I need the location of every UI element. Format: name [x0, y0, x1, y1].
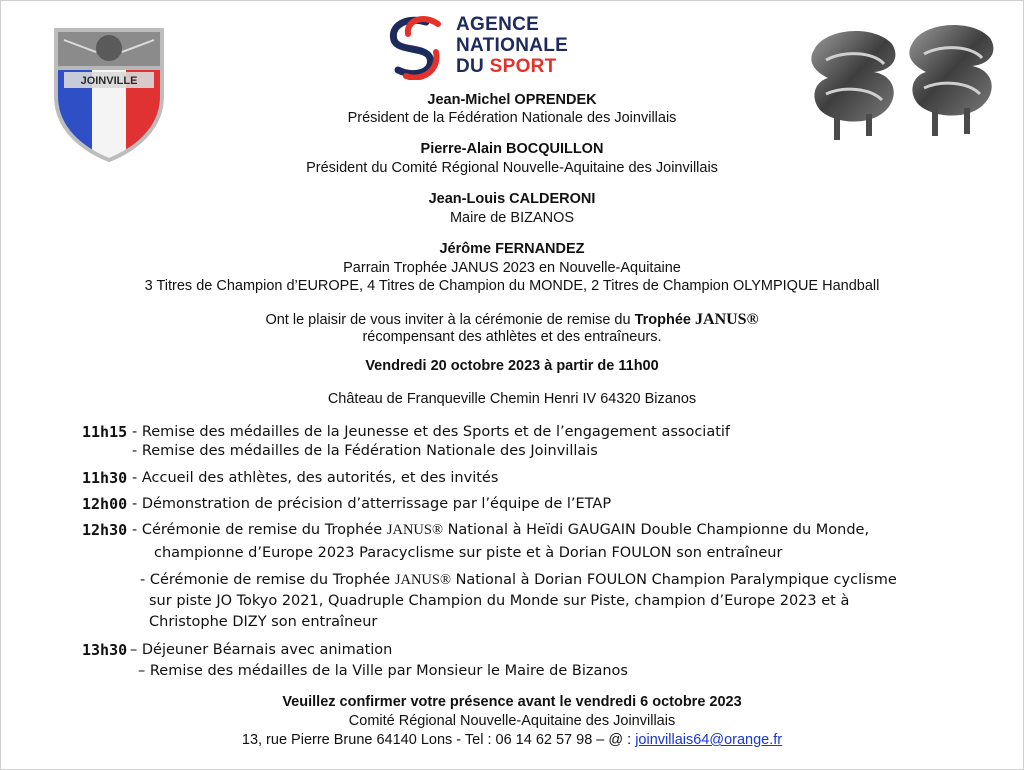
host-1-role: Président de la Fédération Nationale des Joinvillais — [347, 110, 677, 126]
organizer: Comité Régional Nouvelle-Aquitaine des Joinvillais — [348, 713, 676, 729]
program-item-2: - Accueil des athlètes, des autorités, et des invités — [132, 470, 499, 486]
program-item-4e: Christophe DIZY son entraîneur — [149, 614, 378, 630]
program-item-1b: - Remise des médailles de la Fédération Nationale des Joinvillais — [132, 443, 598, 459]
ans-line-2: NATIONALE — [456, 35, 569, 56]
time-12h00: 12h00 — [82, 495, 128, 513]
shield-label: JOINVILLE — [80, 75, 138, 87]
program-item-4c-rest: National à Dorian FOULON Champion Paralympique cyclisme — [450, 572, 897, 588]
invite-line-1 — [0, 311, 1024, 329]
host-3-name: Jean-Louis CALDERONI — [428, 191, 596, 207]
invite-trophee: Trophée — [634, 312, 696, 328]
program-item-4a — [132, 520, 869, 541]
program-item-4b: championne d’Europe 2023 Paracyclisme sur piste et à Dorian FOULON son entraîneur — [154, 545, 783, 561]
program-item-5a: – Déjeuner Béarnais avec animation — [130, 642, 393, 658]
ans-line-1: AGENCE — [456, 14, 540, 35]
ans-logo-text — [456, 14, 568, 77]
host-3-role: Maire de BIZANOS — [449, 210, 575, 226]
contact-address: 13, rue Pierre Brune 64140 Lons - Tel : 06 14 62 57 98 – @ : — [241, 732, 636, 748]
time-13h30: 13h30 — [82, 641, 128, 659]
host-4-name: Jérôme FERNANDEZ — [439, 241, 585, 257]
host-4-titles: 3 Titres de Champion d’EUROPE, 4 Titres de Champion du MONDE, 2 Titres de Champion OLYMPIQUE Handball — [144, 278, 880, 294]
host-4-role: Parrain Trophée JANUS 2023 en Nouvelle-Aquitaine — [343, 260, 681, 276]
time-11h15: 11h15 — [82, 423, 128, 441]
program-item-4c — [140, 570, 897, 591]
host-2-role: Président du Comité Régional Nouvelle-Aquitaine des Joinvillais — [306, 160, 718, 176]
program-item-1a: - Remise des médailles de la Jeunesse et des Sports et de l’engagement associatif — [132, 424, 731, 440]
event-place: Château de Franqueville Chemin Henri IV 64320 Bizanos — [327, 391, 697, 407]
program-item-4a-text: - Cérémonie de remise du Trophée — [132, 522, 387, 538]
time-11h30: 11h30 — [82, 469, 128, 487]
program-item-5b: – Remise des médailles de la Ville par Monsieur le Maire de Bizanos — [138, 663, 628, 679]
event-date: Vendredi 20 octobre 2023 à partir de 11h00 — [365, 358, 659, 374]
rsvp-deadline: Veuillez confirmer votre présence avant le vendredi 6 octobre 2023 — [282, 694, 742, 710]
contact-line — [0, 732, 1024, 749]
janus-trophies-image — [804, 10, 1004, 160]
program-item-4c-text: - Cérémonie de remise du Trophée — [140, 572, 395, 588]
host-2-name: Pierre-Alain BOCQUILLON — [420, 141, 604, 157]
program-item-4d: sur piste JO Tokyo 2021, Quadruple Champion du Monde sur Piste, champion d’Europe 2023 et à — [149, 593, 850, 609]
invite-text: Ont le plaisir de vous inviter à la cérémonie de remise du — [265, 312, 635, 328]
email-link[interactable]: joinvillais64@orange.fr — [635, 732, 783, 748]
invite-janus: JANUS® — [695, 311, 759, 328]
ans-du: DU — [456, 56, 485, 77]
time-12h30: 12h30 — [82, 521, 128, 539]
program-item-4a-rest: National à Heïdi GAUGAIN Double Championne du Monde, — [442, 522, 870, 538]
program-item-4c-janus: JANUS® — [394, 572, 451, 588]
host-1-name: Jean-Michel OPRENDEK — [427, 92, 597, 108]
ans-sport: SPORT — [489, 56, 557, 77]
program-item-3: - Démonstration de précision d’atterrissage par l’équipe de l’ETAP — [132, 496, 612, 512]
invite-line-2: récompensant des athlètes et des entraîneurs. — [362, 329, 662, 345]
ans-line-3 — [456, 56, 568, 77]
program-item-4a-janus: JANUS® — [386, 522, 443, 538]
